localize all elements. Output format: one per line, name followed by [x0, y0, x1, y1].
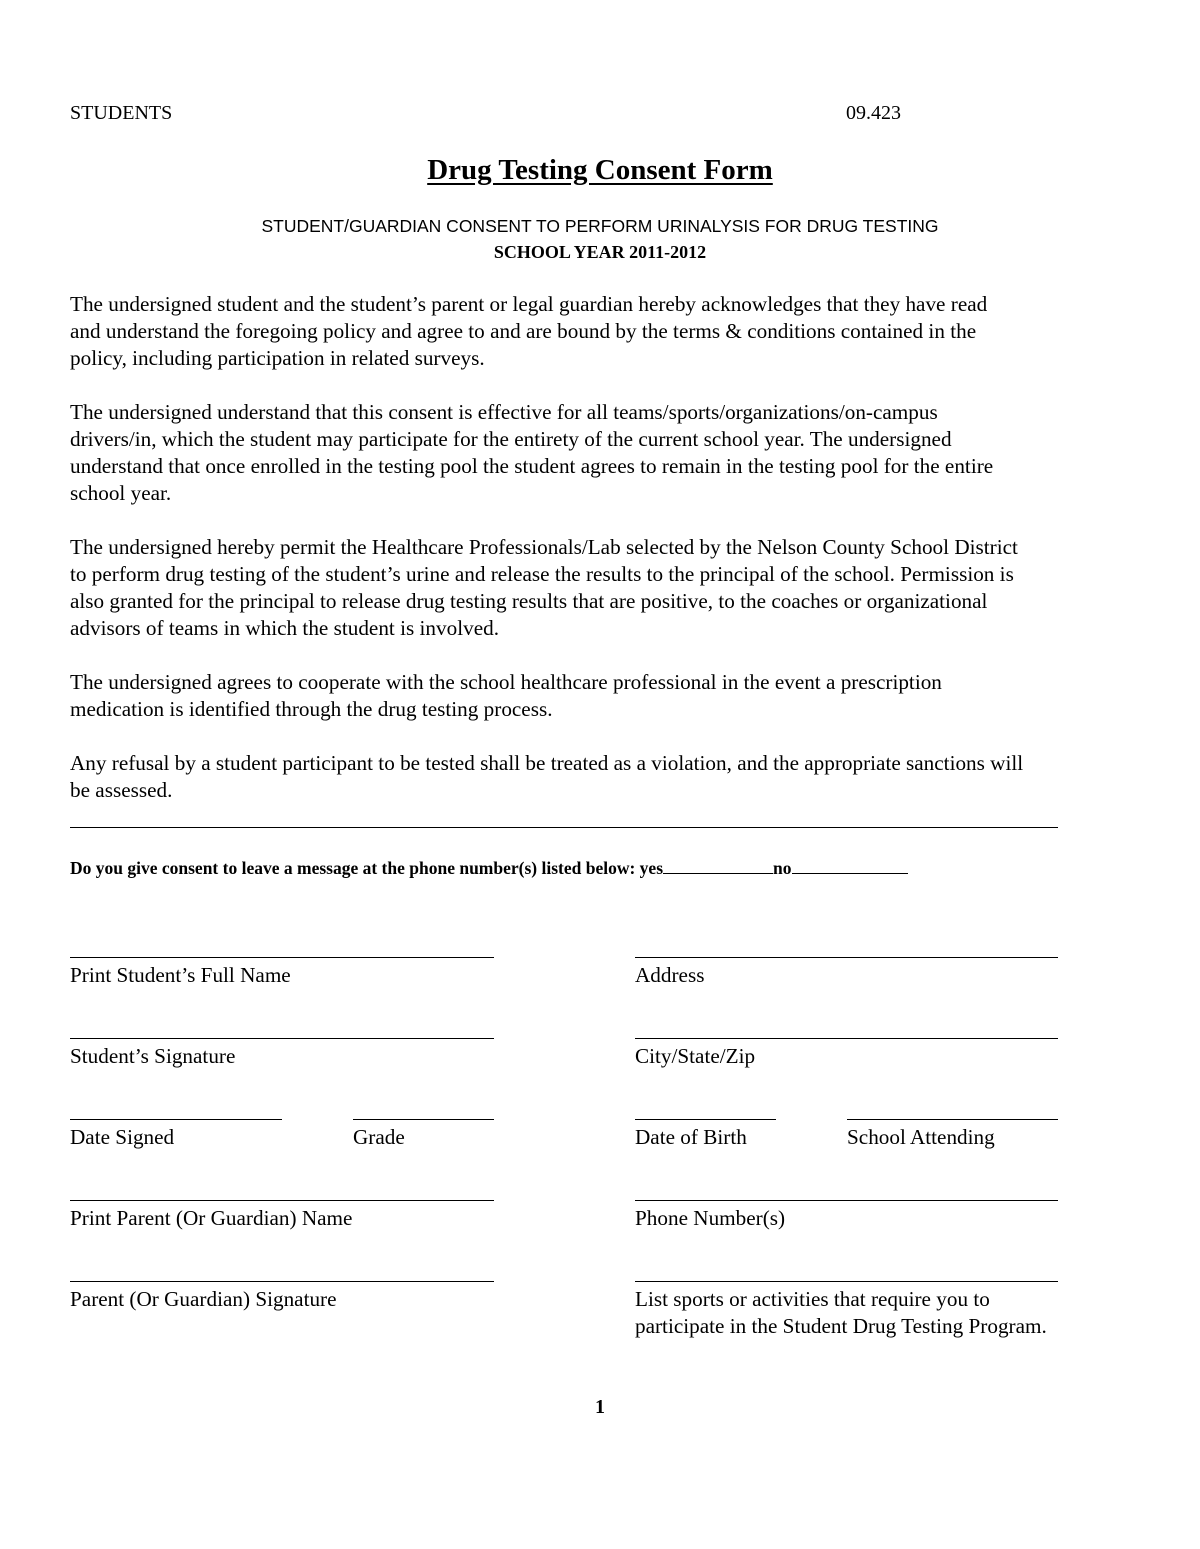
paragraph-line: be assessed. — [70, 778, 173, 802]
city-state-zip-field[interactable] — [635, 1038, 1058, 1039]
paragraph-consent-scope — [70, 399, 1132, 507]
city-state-zip-label: City/State/Zip — [635, 1044, 756, 1068]
date-signed-field[interactable] — [70, 1119, 282, 1120]
page-title: Drug Testing Consent Form — [427, 154, 773, 186]
paragraph-line: advisors of teams in which the student is involved. — [70, 616, 499, 640]
paragraph-line: and understand the foregoing policy and agree to and are bound by the terms & conditions contained in the — [70, 319, 977, 343]
paragraph-line: understand that once enrolled in the testing pool the student agrees to remain in the testing pool for the entire — [70, 454, 994, 478]
message-consent-question — [70, 857, 908, 879]
activities-field[interactable] — [635, 1281, 1058, 1282]
paragraph-refusal — [70, 750, 1132, 804]
paragraph-line: The undersigned hereby permit the Healthcare Professionals/Lab selected by the Nelson County School District — [70, 535, 1018, 559]
address-label: Address — [635, 963, 705, 987]
paragraph-line: school year. — [70, 481, 172, 505]
school-attending-field[interactable] — [847, 1119, 1058, 1120]
policy-code: 09.423 — [846, 102, 901, 124]
date-of-birth-label: Date of Birth — [635, 1125, 747, 1149]
student-name-field[interactable] — [70, 957, 494, 958]
activities-label — [635, 1286, 1047, 1340]
address-field[interactable] — [635, 957, 1058, 958]
consent-question-text: Do you give consent to leave a message at the phone number(s) listed below: yes — [70, 858, 664, 878]
paragraph-line: also granted for the principal to release drug testing results that are positive, to the coaches or organizational — [70, 589, 988, 613]
phone-numbers-field[interactable] — [635, 1200, 1058, 1201]
phone-numbers-label: Phone Number(s) — [635, 1206, 786, 1230]
page-number: 1 — [595, 1396, 605, 1418]
section-label: STUDENTS — [70, 102, 173, 124]
parent-signature-field[interactable] — [70, 1281, 494, 1282]
parent-name-field[interactable] — [70, 1200, 494, 1201]
paragraph-line: policy, including participation in related surveys. — [70, 346, 485, 370]
paragraph-cooperation — [70, 669, 1132, 723]
paragraph-line: Any refusal by a student participant to be tested shall be treated as a violation, and the appropriate sanctions will — [70, 751, 1024, 775]
student-signature-label: Student’s Signature — [70, 1044, 236, 1068]
divider — [70, 827, 1058, 828]
school-year: SCHOOL YEAR 2011-2012 — [493, 242, 707, 262]
form-subtitle: STUDENT/GUARDIAN CONSENT TO PERFORM URINALYSIS FOR DRUG TESTING — [261, 216, 939, 236]
date-of-birth-field[interactable] — [635, 1119, 776, 1120]
paragraph-line: The undersigned student and the student’s parent or legal guardian hereby acknowledges that they have read — [70, 292, 988, 316]
paragraph-line: drivers/in, which the student may participate for the entirety of the current school year. The undersigned — [70, 427, 952, 451]
parent-name-label: Print Parent (Or Guardian) Name — [70, 1206, 353, 1230]
paragraph-permission — [70, 534, 1132, 642]
date-signed-label: Date Signed — [70, 1125, 175, 1149]
school-attending-label: School Attending — [847, 1125, 995, 1149]
grade-field[interactable] — [353, 1119, 494, 1120]
paragraph-line: The undersigned understand that this consent is effective for all teams/sports/organizations/on-campus — [70, 400, 938, 424]
activities-label-line: List sports or activities that require you to — [635, 1287, 990, 1311]
activities-label-line: participate in the Student Drug Testing Program. — [635, 1314, 1047, 1338]
student-name-label: Print Student’s Full Name — [70, 963, 291, 987]
consent-no-label: no — [773, 858, 792, 878]
parent-signature-label: Parent (Or Guardian) Signature — [70, 1287, 337, 1311]
student-signature-field[interactable] — [70, 1038, 494, 1039]
grade-label: Grade — [353, 1125, 405, 1149]
paragraph-line: to perform drug testing of the student’s urine and release the results to the principal of the school. Permission is — [70, 562, 1014, 586]
paragraph-line: The undersigned agrees to cooperate with the school healthcare professional in the event a prescription — [70, 670, 942, 694]
paragraph-line: medication is identified through the drug testing process. — [70, 697, 553, 721]
paragraph-acknowledgement — [70, 291, 1132, 372]
consent-yes-blank[interactable] — [663, 857, 773, 874]
consent-no-blank[interactable] — [792, 857, 908, 874]
